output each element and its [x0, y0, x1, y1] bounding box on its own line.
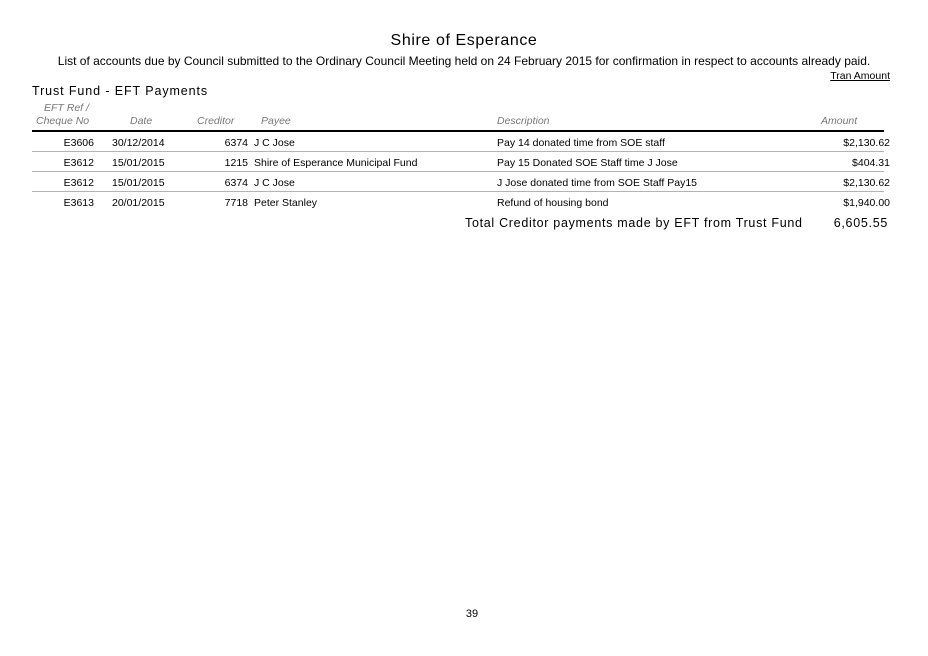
row-divider [32, 171, 884, 172]
cell-amount: $2,130.62 [843, 137, 890, 149]
row-divider [32, 191, 884, 192]
table-row [32, 153, 890, 173]
column-header-amount: Amount [821, 115, 858, 127]
row-divider [32, 151, 884, 152]
cell-ref: E3606 [63, 137, 94, 149]
cell-description: Refund of housing bond [497, 197, 609, 209]
cell-amount: $404.31 [852, 157, 890, 169]
cell-description: Pay 15 Donated SOE Staff time J Jose [497, 157, 678, 169]
header-rule [32, 130, 884, 132]
cell-amount: $1,940.00 [843, 197, 890, 209]
section-title: Trust Fund - EFT Payments [32, 84, 209, 98]
cell-ref: E3612 [63, 157, 94, 169]
cell-payee: Shire of Esperance Municipal Fund [254, 157, 418, 169]
cell-date: 20/01/2015 [112, 197, 165, 209]
table-row [32, 133, 890, 153]
cell-creditor: 6374 [224, 177, 248, 189]
cell-ref: E3613 [63, 197, 94, 209]
cell-creditor: 6374 [224, 137, 248, 149]
cell-date: 15/01/2015 [112, 157, 165, 169]
cell-description: J Jose donated time from SOE Staff Pay15 [497, 177, 697, 189]
cell-payee: J C Jose [254, 137, 295, 149]
document-title: Shire of Esperance [390, 32, 538, 49]
cell-payee: Peter Stanley [254, 197, 318, 209]
column-header-payee: Payee [261, 115, 291, 127]
column-header-ref-line2: Cheque No [36, 115, 90, 127]
page-number: 39 [465, 608, 479, 620]
cell-creditor: 7718 [224, 197, 248, 209]
document-subtitle: List of accounts due by Council submitted to the Ordinary Council Meeting held on 24 February 2015 for confirmation in respect to accounts already paid. [57, 54, 871, 68]
total-value: 6,605.55 [833, 216, 888, 230]
column-header-description: Description [497, 115, 550, 127]
cell-date: 30/12/2014 [112, 137, 165, 149]
tran-amount-label: Tran Amount [830, 70, 890, 82]
column-header-date: Date [130, 115, 153, 127]
cell-ref: E3612 [63, 177, 94, 189]
column-header-creditor: Creditor [197, 115, 235, 127]
table-row [32, 193, 890, 213]
table-row [32, 173, 890, 193]
cell-amount: $2,130.62 [843, 177, 890, 189]
total-label: Total Creditor payments made by EFT from Trust Fund [465, 216, 803, 230]
cell-description: Pay 14 donated time from SOE staff [497, 137, 665, 149]
column-header-ref-line1: EFT Ref / [44, 102, 89, 114]
cell-creditor: 1215 [224, 157, 248, 169]
cell-date: 15/01/2015 [112, 177, 165, 189]
cell-payee: J C Jose [254, 177, 295, 189]
